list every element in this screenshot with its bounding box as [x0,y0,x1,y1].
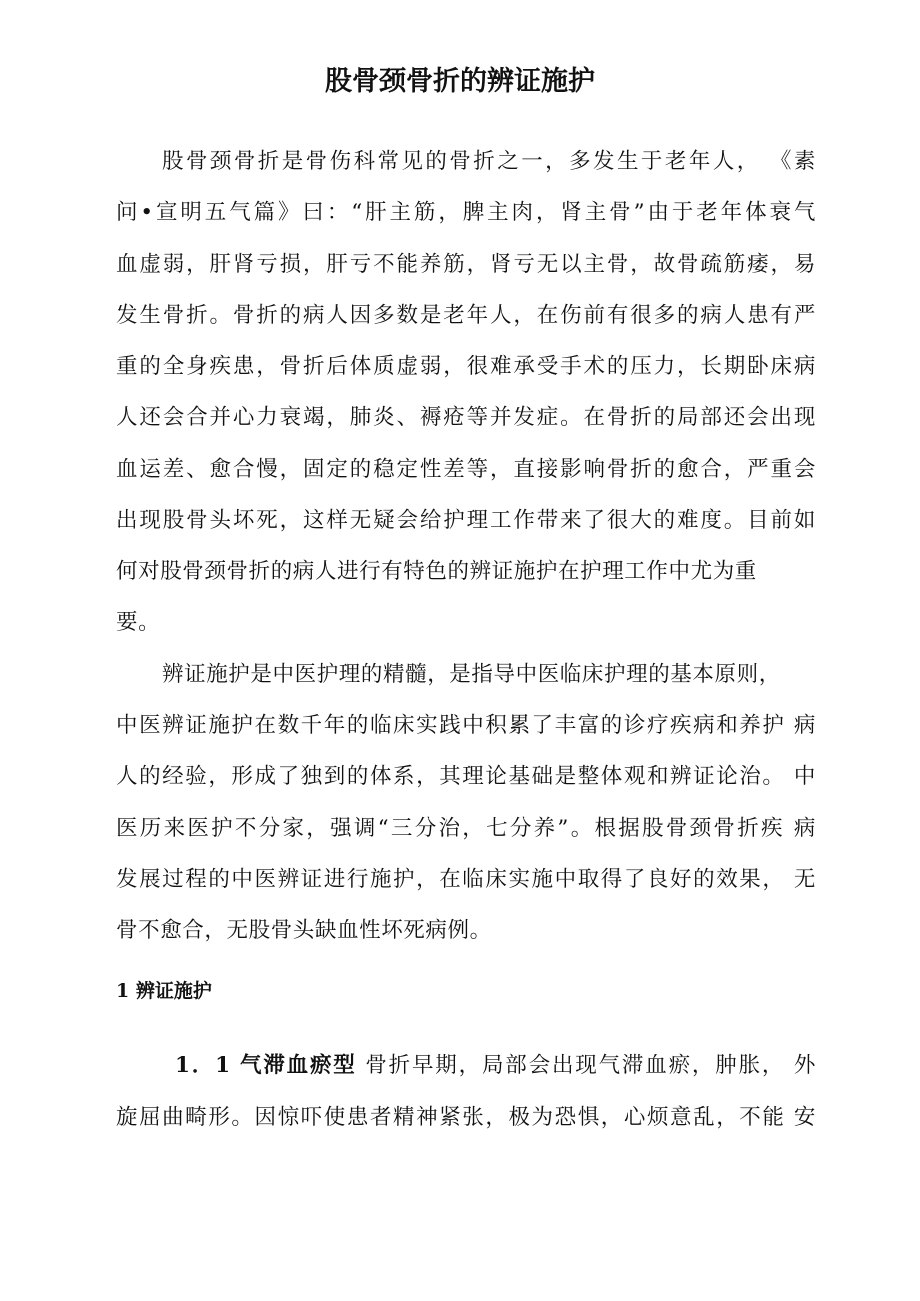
paragraph-1-line-6: 人还会合并心力衰竭，肺炎、褥疮等并发症。在骨折的局部还会出现 [116,405,816,430]
paragraph-2-line-1: 辨证施护是中医护理的精髓，是指导中医临床护理的基本原则， [162,662,781,687]
paragraph-2-line-2: 中医辨证施护在数千年的临床实践中积累了丰富的诊疗疾病和养护 病 [116,713,816,738]
paragraph-1-line-5: 重的全身疾患，骨折后体质虚弱，很难承受手术的压力，长期卧床病 [116,354,816,379]
paragraph-1-line-2: 问•宣明五气篇》曰：“肝主筋，脾主肉，肾主骨”由于老年体衰气 [116,200,816,225]
section-heading: 1 辨证施护 [116,980,212,1002]
subsection-label: 1．1 气滞血瘀型 [175,1053,357,1078]
paragraph-2-line-5: 发展过程的中医辨证进行施护，在临床实施中取得了良好的效果， 无 [116,867,816,892]
paragraph-1-line-4: 发生骨折。骨折的病人因多数是老年人，在伤前有很多的病人患有严 [116,303,816,328]
paragraph-1-line-8: 出现股骨头坏死，这样无疑会给护理工作带来了很大的难度。目前如 [116,508,816,533]
paragraph-2-line-4: 医历来医护不分家，强调“三分治，七分养”。根据股骨颈骨折疾 病 [116,816,816,841]
paragraph-2-line-6: 骨不愈合，无股骨头缺血性坏死病例。 [116,918,492,943]
subsection-first-line-text: 骨折早期，局部会出现气滞血瘀，肿胀， 外 [365,1053,816,1078]
document-title: 股骨颈骨折的辨证施护 [325,66,595,97]
subsection-first-line [175,1051,816,1081]
paragraph-1-line-3: 血虚弱，肝肾亏损，肝亏不能养筋，肾亏无以主骨，故骨疏筋痿，易 [116,252,816,277]
paragraph-2-line-3: 人的经验，形成了独到的体系，其理论基础是整体观和辨证论治。 中 [116,764,816,789]
paragraph-1-line-1: 股骨颈骨折是骨伤科常见的骨折之一，多发生于老年人， 《素 [162,149,816,174]
paragraph-1-line-10: 要。 [116,610,161,635]
paragraph-1-line-9: 何对股骨颈骨折的病人进行有特色的辨证施护在护理工作中尤为重 [116,559,757,584]
paragraph-1-line-7: 血运差、愈合慢，固定的稳定性差等，直接影响骨折的愈合，严重会 [116,457,816,482]
subsection-line-2: 旋屈曲畸形。因惊吓使患者精神紧张，极为恐惧，心烦意乱，不能 安 [116,1105,816,1130]
